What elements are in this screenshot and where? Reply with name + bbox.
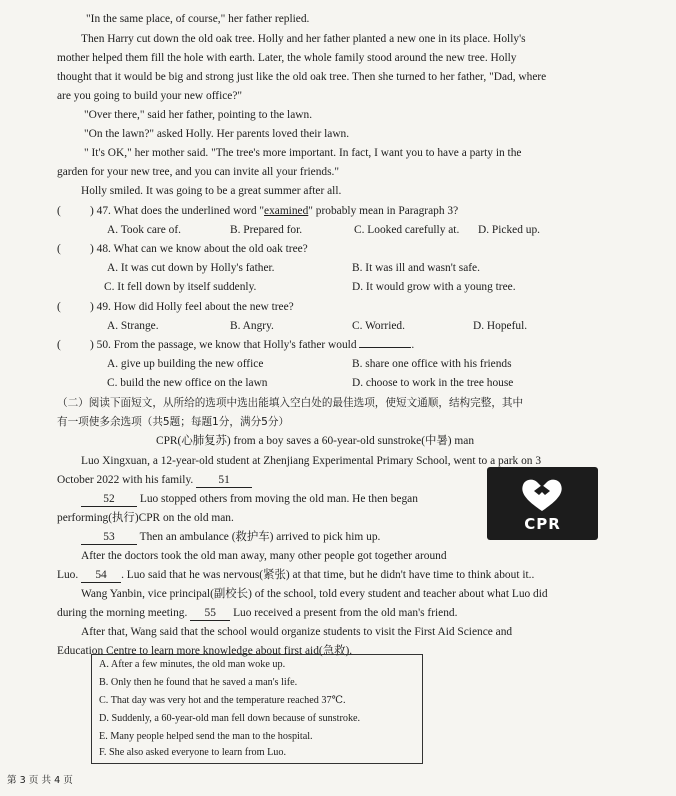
- choice-option: C. That day was very hot and the temperature reached 37℃.: [99, 695, 346, 706]
- article-line: Wang Yanbin, vice principal(副校长) of the school, told every student and teacher about what Luo did: [81, 588, 548, 600]
- option: D. It would grow with a young tree.: [352, 281, 516, 293]
- answer-paren-open: (: [57, 301, 61, 313]
- section-instruction: （二）阅读下面短文，从所给的选项中选出能填入空白处的最佳选项，使短文通顺，结构完整，其中: [57, 397, 524, 409]
- passage-line: "Over there," said her father, pointing to the lawn.: [84, 109, 313, 121]
- option: B. Prepared for.: [230, 224, 303, 236]
- blank-54[interactable]: 54: [81, 568, 121, 583]
- option: D. choose to work in the tree house: [352, 377, 514, 389]
- question-50: [90, 336, 414, 355]
- answer-paren-close: ): [90, 243, 94, 255]
- choice-option: A. After a few minutes, the old man woke up.: [99, 659, 286, 670]
- question-stem: " probably mean in Paragraph 3?: [308, 205, 459, 217]
- option: C. Looked carefully at.: [354, 224, 460, 236]
- answer-paren-open: (: [57, 339, 61, 351]
- article-line: Education Centre to learn more knowledge about first aid(急救).: [57, 645, 353, 657]
- option: C. Worried.: [352, 320, 405, 332]
- underlined-word: examined: [264, 205, 309, 217]
- article-line: After the doctors took the old man away, many other people got together around: [81, 550, 447, 562]
- section-instruction: 有一项使多余选项（共5题；每题1分，满分5分）: [57, 416, 290, 428]
- answer-paren-close: ): [90, 205, 94, 217]
- option: A. It was cut down by Holly's father.: [107, 262, 275, 274]
- question-47: [90, 202, 458, 221]
- option: A. Strange.: [107, 320, 159, 332]
- blank-53[interactable]: 53: [81, 530, 137, 545]
- blank-55[interactable]: 55: [190, 606, 230, 621]
- answer-paren-close: ): [90, 301, 94, 313]
- passage-line: mother helped them fill the hole with earth. Later, the whole family stood around the new tree. Holly: [57, 52, 517, 64]
- article-line: Luo. 54 . Luo said that he was nervous(紧张) at that time, but he didn't have time to think about it..: [57, 569, 535, 581]
- option: B. It was ill and wasn't safe.: [352, 262, 480, 274]
- choice-option: E. Many people helped send the man to the hospital.: [99, 731, 313, 742]
- option: C. build the new office on the lawn: [107, 377, 268, 389]
- option: A. give up building the new office: [107, 358, 264, 370]
- option: B. Angry.: [230, 320, 274, 332]
- question-stem-end: .: [411, 339, 415, 351]
- option: D. Picked up.: [478, 224, 541, 236]
- passage-line: "On the lawn?" asked Holly. Her parents loved their lawn.: [84, 128, 350, 140]
- answer-paren-open: (: [57, 205, 61, 217]
- cpr-label: CPR: [524, 515, 561, 533]
- choice-option: F. She also asked everyone to learn from Luo.: [99, 747, 287, 758]
- question-49: [90, 298, 294, 317]
- choice-option: D. Suddenly, a 60-year-old man fell down because of sunstroke.: [99, 713, 361, 724]
- article-title: CPR(心肺复苏) from a boy saves a 60-year-old sunstroke(中暑) man: [156, 435, 475, 447]
- cpr-image: [487, 467, 598, 540]
- article-line: October 2022 with his family. 51: [57, 471, 252, 490]
- answer-paren-close: ): [90, 339, 94, 351]
- question-48: [90, 240, 308, 259]
- question-stem: 49. How did Holly feel about the new tree?: [96, 301, 294, 313]
- option: B. share one office with his friends: [352, 358, 512, 370]
- passage-line: " It's OK," her mother said. "The tree's more important. In fact, I want you to have a party in the: [84, 147, 522, 159]
- question-stem: 48. What can we know about the old oak tree?: [96, 243, 308, 255]
- article-line: Luo Xingxuan, a 12-year-old student at Zhenjiang Experimental Primary School, went to a park on 3: [81, 455, 542, 467]
- article-line: After that, Wang said that the school would organize students to visit the First Aid Science and: [81, 626, 513, 638]
- page-number: 第 3 页 共 4 页: [7, 775, 73, 786]
- question-stem: 47. What does the underlined word ": [96, 205, 265, 217]
- passage-line: are you going to build your new office?": [57, 90, 243, 102]
- passage-line: Holly smiled. It was going to be a great summer after all.: [81, 185, 342, 197]
- answer-blank[interactable]: [359, 347, 411, 348]
- option: C. It fell down by itself suddenly.: [104, 281, 257, 293]
- blank-52[interactable]: 52: [81, 492, 137, 507]
- article-line: 52 Luo stopped others from moving the old man. He then began: [81, 490, 418, 509]
- option: A. Took care of.: [107, 224, 181, 236]
- passage-line: garden for your new tree, and you can invite all your friends.": [57, 166, 340, 178]
- passage-line: Then Harry cut down the old oak tree. Holly and her father planted a new one in its place. Holly's: [81, 33, 526, 45]
- blank-51[interactable]: 51: [196, 473, 252, 488]
- passage-line: "In the same place, of course," her father replied.: [86, 13, 310, 25]
- article-line: 53 Then an ambulance (救护车) arrived to pick him up.: [81, 528, 380, 547]
- option: D. Hopeful.: [473, 320, 528, 332]
- article-line: performing(执行)CPR on the old man.: [57, 512, 234, 524]
- choice-option: B. Only then he found that he saved a man's life.: [99, 677, 298, 688]
- article-line: during the morning meeting. 55 Luo received a present from the old man's friend.: [57, 607, 458, 619]
- question-stem: 50. From the passage, we know that Holly's father would: [96, 339, 357, 351]
- passage-line: thought that it would be big and strong just like the old oak tree. Then she turned to her father, "Dad, where: [57, 71, 547, 83]
- answer-paren-open: (: [57, 243, 61, 255]
